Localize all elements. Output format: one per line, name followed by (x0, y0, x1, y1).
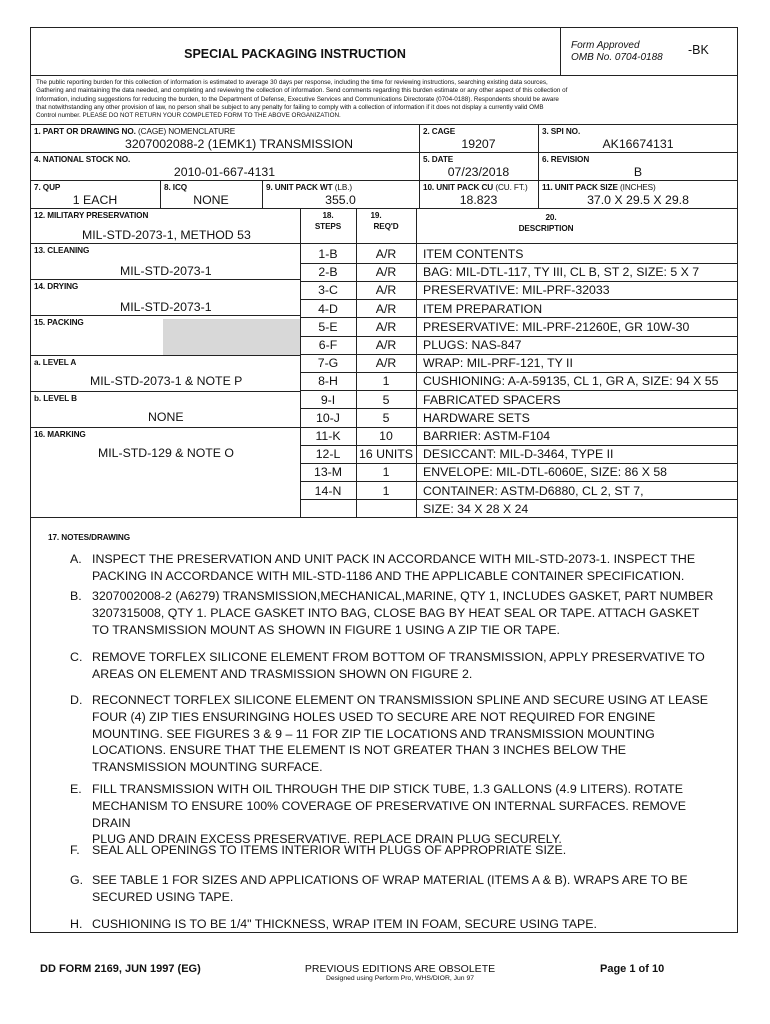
part-number-label (34, 127, 235, 136)
description-cell: CUSHIONING: A-A-59135, CL 1, GR A, SIZE: 94 X 55 (423, 374, 719, 389)
description-cell: HARDWARE SETS (423, 410, 530, 425)
icq-label: 8. ICQ (164, 183, 188, 192)
reqd-cell: 10 (379, 429, 393, 443)
note-item (70, 842, 720, 859)
step-cell: 14-N (314, 483, 342, 498)
step-cell: 12-L (315, 447, 341, 462)
note-text: RECONNECT TORFLEX SILICONE ELEMENT ON TRANSMISSION SPLINE AND SECURE USING AT LEASE FOUR (4) ZIP TIES ENSURINGING HOLES USED TO SECURE ARE NOT REQUIRED FOR ENGINE MOUNTING. SEE FIGURES 3 & 9 – 11 FOR ZIP TIE LOCATIONS AND TRANSMISSION MOUNTING LOCATIONS. ENSURE THAT THE ELEMENT IS NOT GREATER THAN 3 INCHES BELOW THE TRANSMISSION MOUNTING SURFACE. (92, 693, 709, 775)
upc-label-text: 10. UNIT PACK CU (423, 183, 494, 192)
omb-number: OMB No. 0704-0188 (571, 52, 663, 63)
marking-label: 16. MARKING (34, 430, 86, 439)
unit-pack-wt-value: 355.0 (325, 193, 356, 207)
unit-pack-cu-label (423, 183, 528, 192)
divider (30, 427, 300, 428)
note-letter: D. (70, 693, 83, 707)
drying-label: 14. DRYING (34, 282, 79, 291)
burden-statement (36, 79, 732, 120)
reqd-cell: 16 UNITS (359, 447, 413, 462)
description-cell: PLUGS: NAS-847 (423, 338, 522, 352)
note-text: INSPECT THE PRESERVATION AND UNIT PACK IN ACCORDANCE WITH MIL-STD-2073-1. INSPECT THE PACKING IN ACCORDANCE WITH MIL-STD-1186 AND THE APPLICABLE CONTAINER SPECIFICATION. (92, 552, 696, 583)
note-text: SEE TABLE 1 FOR SIZES AND APPLICATIONS OF WRAP MATERIAL (ITEMS A & B). WRAPS ARE TO BE SECURED USING TAPE. (92, 873, 688, 904)
mil-preservation-value: MIL-STD-2073-1, METHOD 53 (82, 228, 251, 242)
burden-line: Gathering and maintaining the data needed, and completing and reviewing the collection of information. Send comments regarding this burden estimate or any other aspect of this collection of (36, 87, 568, 95)
divider (416, 208, 417, 517)
drying-value: MIL-STD-2073-1 (120, 300, 212, 314)
step-cell: 1-B (318, 247, 338, 261)
divider (30, 124, 738, 125)
note-item (70, 551, 720, 585)
upc-label-sub: (CU. FT.) (495, 183, 528, 192)
divider (30, 315, 300, 316)
obsolete-notice: PREVIOUS EDITIONS ARE OBSOLETE (304, 963, 496, 975)
step-cell: 5-E (318, 319, 338, 334)
note-item (70, 692, 720, 776)
ups-label-text: 11. UNIT PACK SIZE (542, 183, 618, 192)
note-letter: G. (70, 873, 84, 887)
note-item (70, 781, 720, 848)
description-cell: BAG: MIL-DTL-117, TY III, CL B, ST 2, SIZE: 5 X 7 (423, 265, 700, 280)
description-num-label: 20. (545, 213, 557, 222)
note-text: FILL TRANSMISSION WITH OIL THROUGH THE DIP STICK TUBE, 1.3 GALLONS (4.9 LITERS). ROTATE MECHANISM TO ENSURE 100% COVERAGE OF PRESERVATIVE ON INTERNAL SURFACES. REMOVE DRAIN PLUG AND DRAIN EXCESS PRESERVATIVE. REPLACE DRAIN PLUG SECURELY. (92, 782, 686, 847)
divider (30, 391, 300, 392)
reqd-label: REQ'D (373, 222, 399, 231)
reqd-cell: A/R (375, 338, 397, 352)
divider (30, 355, 300, 356)
form-suffix: -BK (688, 43, 709, 57)
reqd-num-label: 19. (370, 211, 382, 220)
upw-label-sub: (LB.) (334, 183, 353, 192)
qup-value: 1 EACH (72, 193, 118, 207)
mil-preservation-label: 12. MILITARY PRESERVATION (34, 211, 149, 220)
divider (30, 279, 300, 280)
form-approved: Form Approved (571, 40, 640, 51)
icq-value: NONE (193, 193, 229, 207)
reqd-cell: A/R (375, 319, 397, 334)
upw-label-text: 9. UNIT PACK WT (266, 183, 333, 192)
date-value: 07/23/2018 (447, 165, 510, 179)
cleaning-label: 13. CLEANING (34, 246, 90, 255)
page-number: Page 1 of 10 (600, 963, 665, 975)
step-cell: 6-F (318, 338, 338, 352)
revision-value: B (633, 165, 643, 179)
designed-by: Designed using Perform Pro, WHS/DIOR, Jun 97 (325, 975, 475, 982)
note-text: REMOVE TORFLEX SILICONE ELEMENT FROM BOTTOM OF TRANSMISSION, APPLY PRESERVATIVE TO AREAS ON ELEMENT AND TRASMISSION SHOWN ON FIGURE 2. (92, 650, 705, 681)
note-letter: H. (70, 917, 83, 931)
notes-label: 17. NOTES/DRAWING (48, 533, 131, 542)
cage-label: 2. CAGE (423, 127, 456, 136)
ups-label-sub: (INCHES) (620, 183, 656, 192)
description-cell: ITEM PREPARATION (423, 301, 543, 316)
step-cell: 8-H (318, 374, 338, 389)
reqd-cell: A/R (375, 301, 397, 316)
form-title: SPECIAL PACKAGING INSTRUCTION (184, 47, 406, 61)
part-label-text: 1. PART OR DRAWING NO. (34, 127, 136, 136)
description-label: DESCRIPTION (518, 224, 574, 233)
description-cell: BARRIER: ASTM-F104 (423, 429, 551, 443)
date-label: 5. DATE (423, 155, 454, 164)
note-letter: F. (70, 843, 80, 857)
cage-value: 19207 (461, 137, 496, 151)
divider (30, 208, 738, 209)
marking-value: MIL-STD-129 & NOTE O (98, 446, 234, 460)
reqd-cell: 1 (382, 374, 390, 389)
note-item (70, 588, 720, 638)
cleaning-value: MIL-STD-2073-1 (120, 264, 212, 278)
step-cell: 9-I (320, 392, 336, 407)
nsn-value: 2010-01-667-4131 (173, 165, 276, 179)
part-label-sub: (CAGE) NOMENCLATURE (138, 127, 236, 136)
description-cell: SIZE: 34 X 28 X 24 (423, 501, 529, 516)
packing-label: 15. PACKING (34, 318, 84, 327)
description-cell: DESICCANT: MIL-D-3464, TYPE II (423, 447, 614, 462)
note-text: CUSHIONING IS TO BE 1/4" THICKNESS, WRAP ITEM IN FOAM, SECURE USING TAPE. (92, 917, 597, 931)
divider (30, 180, 738, 181)
unit-pack-size-label (542, 183, 656, 192)
divider (30, 75, 738, 76)
nsn-label: 4. NATIONAL STOCK NO. (34, 155, 131, 164)
burden-line: The public reporting burden for this collection of information is estimated to average 30 days per response, including the time for reviewing instructions, searching existing data sources, (36, 79, 548, 86)
unit-pack-size-value: 37.0 X 29.5 X 29.8 (587, 193, 689, 207)
level-a-value: MIL-STD-2073-1 & NOTE P (90, 374, 243, 388)
divider (30, 152, 738, 153)
step-cell: 7-G (317, 356, 339, 371)
reqd-cell: 1 (382, 483, 390, 498)
reqd-cell: A/R (375, 247, 397, 261)
steps-label: STEPS (314, 222, 342, 231)
reqd-cell: 5 (382, 410, 390, 425)
reqd-cell: A/R (375, 265, 397, 280)
reqd-cell (356, 500, 416, 518)
burden-line: Information, including suggestions for reducing the burden, to the Department of Defense, Executive Services and Communications Directorate (0704-0188). Respondents should be aware (36, 95, 559, 103)
note-text: SEAL ALL OPENINGS TO ITEMS INTERIOR WITH PLUGS OF APPROPRIATE SIZE. (92, 843, 567, 857)
form-id: DD FORM 2169, JUN 1997 (EG) (40, 963, 201, 975)
step-cell: 13-M (313, 465, 343, 480)
description-cell: PRESERVATIVE: MIL-PRF-32033 (423, 283, 610, 298)
unit-pack-wt-label (266, 183, 352, 192)
reqd-cell: A/R (375, 356, 397, 371)
note-letter: B. (70, 589, 82, 603)
packing-shaded-box (163, 319, 300, 355)
description-cell: PRESERVATIVE: MIL-PRF-21260E, GR 10W-30 (423, 319, 690, 334)
level-b-value: NONE (148, 410, 184, 424)
divider (300, 243, 738, 244)
divider (30, 243, 300, 244)
step-cell: 3-C (318, 283, 338, 298)
step-cell: 2-B (318, 265, 338, 280)
divider (30, 925, 31, 933)
reqd-cell: A/R (375, 283, 397, 298)
divider (560, 27, 561, 75)
spi-value: AK16674131 (602, 137, 674, 151)
description-cell: CONTAINER: ASTM-D6880, CL 2, ST 7, (423, 483, 644, 498)
burden-line: that notwithstanding any other provision of law, no person shall be subject to any penalty for failing to comply with a collection of information if it does not display a currently valid OMB (36, 103, 544, 111)
note-item (70, 872, 720, 906)
step-cell: 4-D (318, 301, 338, 316)
unit-pack-cu-value: 18.823 (459, 193, 498, 207)
note-letter: E. (70, 782, 82, 796)
level-a-label: a. LEVEL A (34, 358, 77, 367)
spi-label: 3. SPI NO. (542, 127, 581, 136)
step-cell (300, 500, 356, 518)
reqd-cell: 5 (382, 392, 390, 407)
note-item (70, 916, 720, 933)
note-letter: C. (70, 650, 83, 664)
step-cell: 10-J (316, 410, 340, 425)
note-text: 3207002008-2 (A6279) TRANSMISSION,MECHANICAL,MARINE, QTY 1, INCLUDES GASKET, PART NUMBER 3207315008, QTY 1. PLACE GASKET INTO BAG, CLOSE BAG BY HEAT SEAL OR TAPE. ATTACH GASKET TO TRANSMISSION MOUNT AS SHOWN IN FIGURE 1 USING A ZIP TIE OR TAPE. (92, 589, 714, 637)
revision-label: 6. REVISION (542, 155, 590, 164)
step-cell: 11-K (315, 429, 341, 443)
note-item (70, 649, 720, 683)
steps-num-label: 18. (322, 211, 334, 220)
note-letter: A. (70, 552, 82, 566)
part-number-value: 3207002088-2 (1EMK1) TRANSMISSION (125, 137, 354, 151)
level-b-label: b. LEVEL B (34, 394, 77, 403)
description-cell: ENVELOPE: MIL-DTL-6060E, SIZE: 86 X 58 (423, 465, 667, 480)
description-cell: FABRICATED SPACERS (423, 392, 561, 407)
qup-label: 7. QUP (34, 183, 61, 192)
reqd-cell: 1 (382, 465, 390, 480)
description-cell: WRAP: MIL-PRF-121, TY II (423, 356, 573, 371)
description-cell: ITEM CONTENTS (423, 247, 524, 261)
burden-line: Control number. PLEASE DO NOT RETURN YOUR COMPLETED FORM TO THE ABOVE ORGANIZATION. (36, 112, 341, 120)
